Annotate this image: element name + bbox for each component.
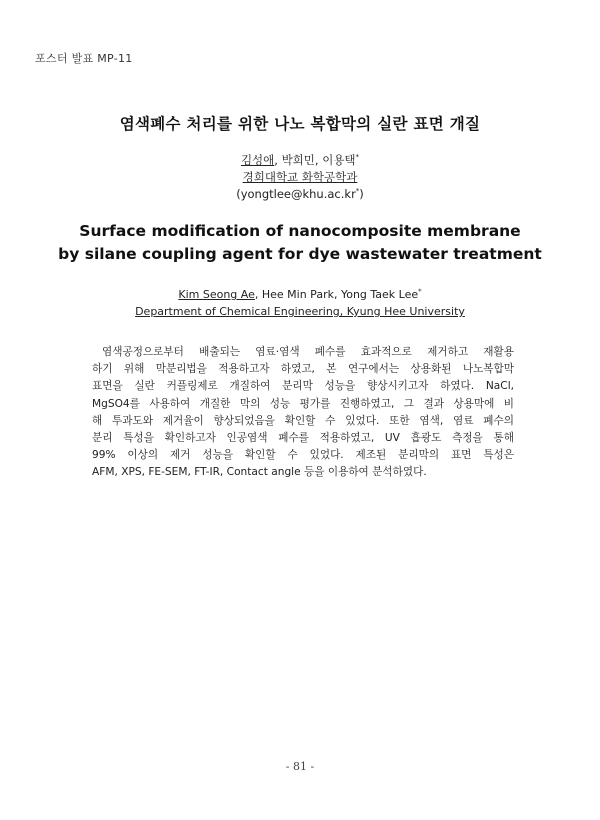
english-author-presenter: Kim Seong Ae xyxy=(178,288,255,301)
english-affiliation-text: Department of Chemical Engineering, Kyung Hee University xyxy=(135,305,465,318)
abstract-line: 분리 특성을 확인하고자 인공염색 폐수를 적용하였고, UV 흡광도 측정을 통해 xyxy=(92,432,514,445)
abstract-line: AFM, XPS, FE-SEM, FT-IR, Contact angle 등을 이용하여 분석하였다. xyxy=(92,466,427,479)
korean-authors xyxy=(0,152,600,168)
english-title xyxy=(0,220,600,266)
korean-author: 박희민 xyxy=(281,153,315,167)
author-separator: , xyxy=(314,153,323,167)
session-label: 포스터 발표 MP-11 xyxy=(35,52,133,65)
abstract-body xyxy=(92,344,514,482)
email-close-paren: ) xyxy=(359,187,364,201)
contact-email xyxy=(0,187,600,201)
author-separator: , xyxy=(274,153,282,167)
page-number: - 81 - xyxy=(285,760,315,773)
korean-author-presenter: 김성애 xyxy=(240,153,275,167)
corresponding-mark: * xyxy=(418,287,422,296)
corresponding-mark: * xyxy=(355,153,360,162)
corresponding-mark: * xyxy=(355,187,360,196)
email-address: yongtlee@khu.ac.kr xyxy=(240,187,356,201)
abstract-line: 99% 이상의 제거 성능을 확인할 수 있었다. 제조된 분리막의 표면 특성은 xyxy=(92,449,514,462)
email-open-paren: ( xyxy=(236,187,241,201)
english-title-line-2: by silane coupling agent for dye wastewater treatment xyxy=(58,245,542,263)
korean-affiliation-text: 경희대학교 화학공학과 xyxy=(242,170,358,184)
english-authors xyxy=(0,288,600,301)
abstract-line: 해 투과도와 제거율이 향상되었음을 확인할 수 있었다. 또한 염색, 염료 폐수의 xyxy=(92,414,514,427)
korean-affiliation xyxy=(0,169,600,185)
abstract-line: 염색공정으로부터 배출되는 염료·염색 폐수를 효과적으로 제거하고 재활용 xyxy=(102,346,514,358)
korean-title: 염색폐수 처리를 위한 나노 복합막의 실란 표면 개질 xyxy=(119,115,481,133)
abstract-line: 하기 위해 막분리법을 적용하고자 하였고, 본 연구에서는 상용화된 나노복합막 xyxy=(92,363,514,376)
abstract-line: 표면을 실란 커플링제로 개질하여 분리막 성능을 향상시키고자 하였다. NaCl, xyxy=(92,380,514,393)
korean-author-corresponding: 이용택 xyxy=(322,153,356,167)
english-title-line-1: Surface modification of nanocomposite membrane xyxy=(79,222,521,240)
abstract-line: MgSO4를 사용하여 개질한 막의 성능 평가를 진행하였고, 그 결과 상용막에 비 xyxy=(92,397,514,410)
english-authors-rest: , Hee Min Park, Yong Taek Lee xyxy=(254,288,419,301)
english-affiliation xyxy=(0,305,600,318)
